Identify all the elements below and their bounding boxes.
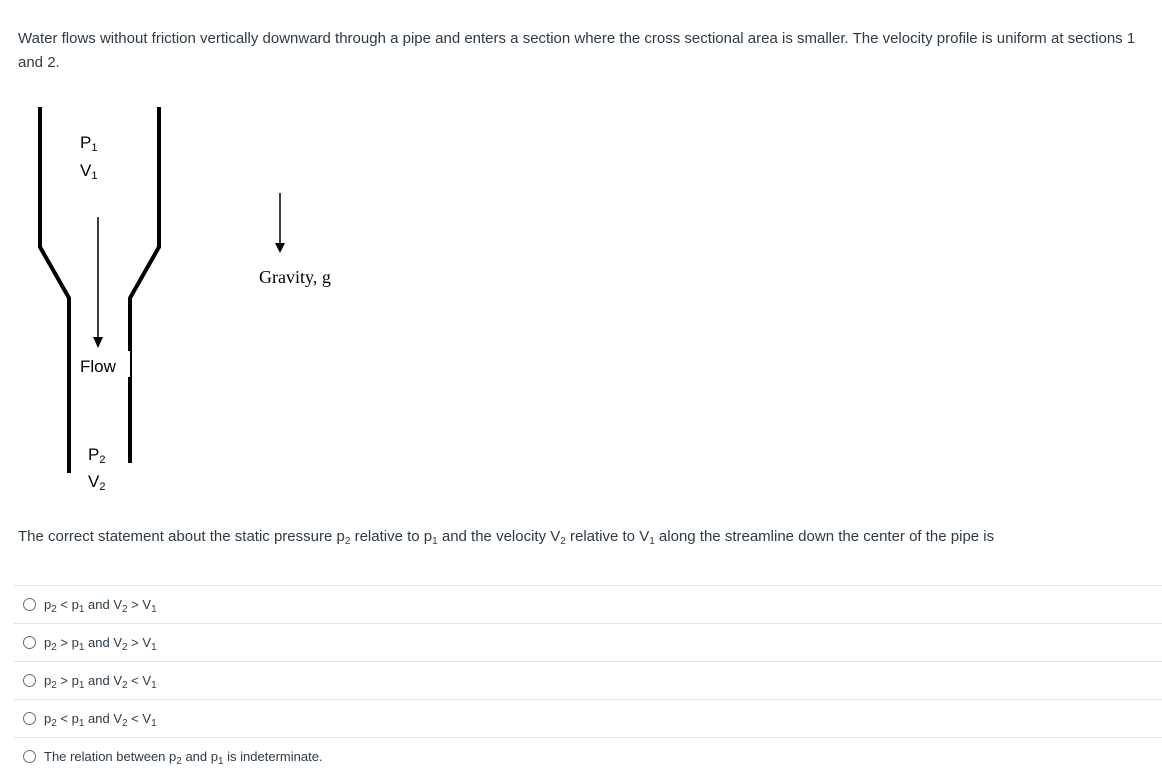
pipe-left-wall <box>40 107 69 473</box>
flow-label: Flow <box>80 357 116 376</box>
answer-list <box>14 585 1162 775</box>
radio-button[interactable] <box>23 636 36 649</box>
gravity-arrow-head <box>275 243 285 253</box>
p1-label: P1 <box>80 133 98 154</box>
radio-button[interactable] <box>23 674 36 687</box>
radio-button[interactable] <box>23 750 36 763</box>
radio-button[interactable] <box>23 598 36 611</box>
flow-arrow-head <box>93 337 103 348</box>
answer-label: $p_2 < p_1$ and $V_2 < V_1$ <box>44 711 157 729</box>
radio-button[interactable] <box>23 712 36 725</box>
answer-label: The relation between $p_2$ and $p_1$ is indeterminate. <box>44 749 323 767</box>
answer-label: $p_2 > p_1$ and $V_2 > V_1$ <box>44 635 157 653</box>
answer-option-3[interactable] <box>14 661 1162 699</box>
answer-label: $p_2 > p_1$ and $V_2 < V_1$ <box>44 673 157 691</box>
answer-option-1[interactable] <box>14 585 1162 623</box>
answer-option-5[interactable] <box>14 737 1162 775</box>
answer-label: $p_2 < p_1$ and $V_2 > V_1$ <box>44 597 157 615</box>
v1-label: V1 <box>80 161 98 182</box>
question-prompt: The correct statement about the static pressure $p_2$ relative to $p_1$ and the velocity $V_2$ relative to $V_1$ along the streamline down the center of the pipe is <box>18 528 995 547</box>
pipe-right-wall <box>130 107 159 463</box>
p2-label: P2 <box>88 445 106 466</box>
v2-label: V2 <box>88 472 106 493</box>
gravity-label: Gravity, g <box>259 267 331 287</box>
answer-option-2[interactable] <box>14 623 1162 661</box>
answer-option-4[interactable] <box>14 699 1162 737</box>
question-text: Water flows without friction vertically downward through a pipe and enters a section where the cross sectional area is smaller. The velocity profile is uniform at sections 1 and 2. <box>18 30 1136 71</box>
pipe-diagram <box>18 95 378 515</box>
